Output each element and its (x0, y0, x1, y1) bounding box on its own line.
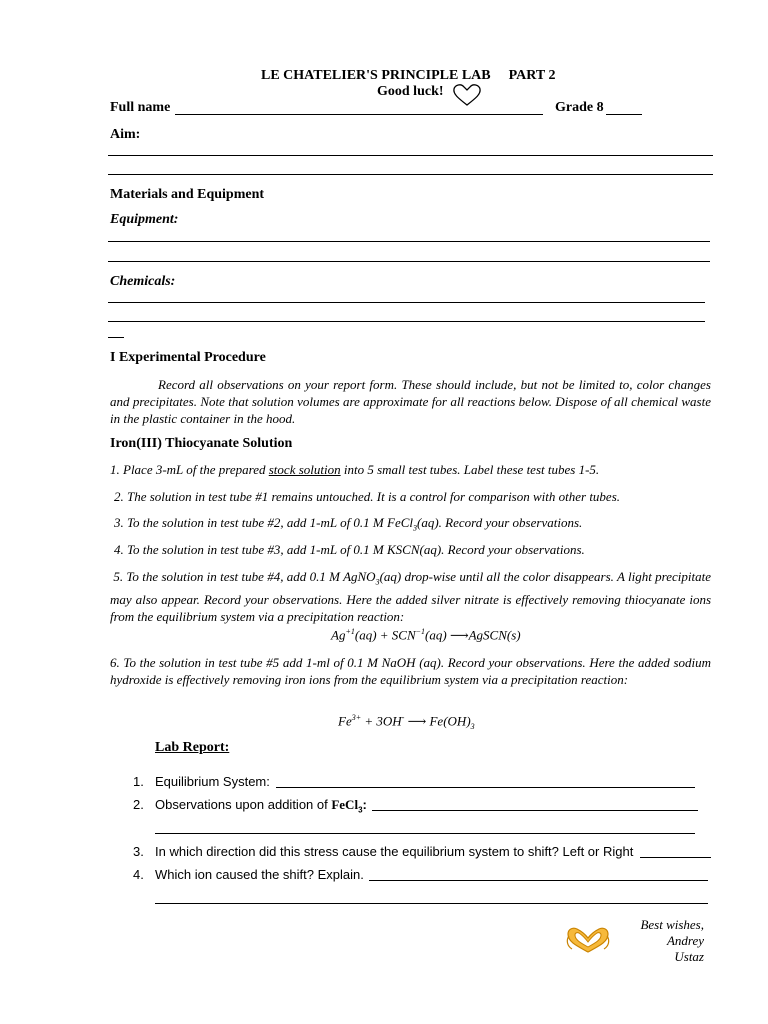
lab-report-heading: Lab Report: (155, 740, 230, 755)
question-2-blank-1[interactable] (372, 810, 698, 811)
aim-blank-1[interactable] (108, 155, 713, 156)
question-2-blank-2[interactable] (155, 833, 695, 834)
signoff-name: Andrey (666, 933, 704, 948)
question-3-blank[interactable] (640, 857, 711, 858)
worksheet-title: LE CHATELIER'S PRINCIPLE LAB PART 2 (261, 68, 556, 83)
step-3: 3. To the solution in test tube #2, add 1-mL of 0.1 M FeCl$_3$(aq). Record your observations. (114, 515, 583, 533)
equipment-label: Equipment: (110, 212, 179, 227)
equipment-blank-2[interactable] (108, 261, 710, 262)
step-2: 2. The solution in test tube #1 remains untouched. It is a control for comparison with other tubes. (114, 489, 621, 504)
aim-label: Aim: (110, 127, 141, 142)
grade-label: Grade 8 (555, 100, 604, 115)
step-1: 1. Place 3-mL of the prepared stock solution into 5 small test tubes. Label these test tubes 1-5. (110, 462, 600, 477)
grade-blank[interactable] (606, 114, 642, 115)
question-1: Equilibrium System: (155, 774, 270, 789)
equation-iron-hydroxide: $Fe^{3+} + 3OH^-$ ⟶ $Fe(OH)_3$ (338, 713, 475, 731)
step-5: 5. To the solution in test tube #4, add 0.1 M AgNO$_3$(aq) drop-wise until all the color disappears. A light precipitate may also appear. Record your observations. Here the added silver nitrate is effectively removing thiocyanate ions from the equilibrium system via a precipitation reaction: (110, 569, 711, 624)
heart-hands-icon (563, 924, 613, 956)
question-4-blank-2[interactable] (155, 903, 708, 904)
question-2: Observations upon addition of FeCl$_3$: (155, 797, 367, 815)
question-4: Which ion caused the shift? Explain. (155, 867, 364, 882)
step-6: 6. To the solution in test tube #5 add 1-ml of 0.1 M NaOH (aq). Record your observations. Here the added sodium hydroxide is effectively removing iron ions from the equilibrium system via a precipitation reaction: (110, 655, 711, 687)
question-3: In which direction did this stress cause the equilibrium system to shift? Left or Right (155, 844, 634, 859)
materials-heading: Materials and Equipment (110, 187, 265, 202)
chemicals-blank-3[interactable] (108, 337, 124, 338)
signoff-best-wishes: Best wishes, (640, 917, 704, 932)
iron-thiocyanate-heading: Iron(III) Thiocyanate Solution (110, 436, 293, 451)
step-4: 4. To the solution in test tube #3, add 1-mL of 0.1 M KSCN(aq). Record your observations. (114, 542, 585, 557)
full-name-label: Full name (110, 100, 171, 115)
chemicals-label: Chemicals: (110, 274, 176, 289)
question-1-number: 1. (133, 774, 144, 789)
aim-blank-2[interactable] (108, 174, 713, 175)
stock-solution-link: stock solution (268, 462, 341, 477)
signoff-title: Ustaz (674, 949, 704, 964)
question-1-blank[interactable] (276, 787, 695, 788)
full-name-blank[interactable] (175, 114, 543, 115)
question-2-number: 2. (133, 797, 144, 812)
question-4-number: 4. (133, 867, 144, 882)
equation-silver-thiocyanate: $Ag^{+1}(aq) + SCN^{-1}(aq)$ ⟶AgSCN(s) (331, 627, 521, 643)
procedure-intro: Record all observations on your report form. These should include, but not be limited to, color changes and precipitates. Note that solution volumes are approximate for all reactions below. Dispose of all chemical waste in the plastic container in the hood. (110, 377, 711, 426)
question-4-blank-1[interactable] (369, 880, 708, 881)
equipment-blank-1[interactable] (108, 241, 710, 242)
procedure-heading: I Experimental Procedure (110, 350, 266, 365)
question-3-number: 3. (133, 844, 144, 859)
chemicals-blank-2[interactable] (108, 321, 705, 322)
good-luck-text: Good luck! (377, 84, 444, 99)
heart-outline-icon (452, 83, 482, 107)
chemicals-blank-1[interactable] (108, 302, 705, 303)
